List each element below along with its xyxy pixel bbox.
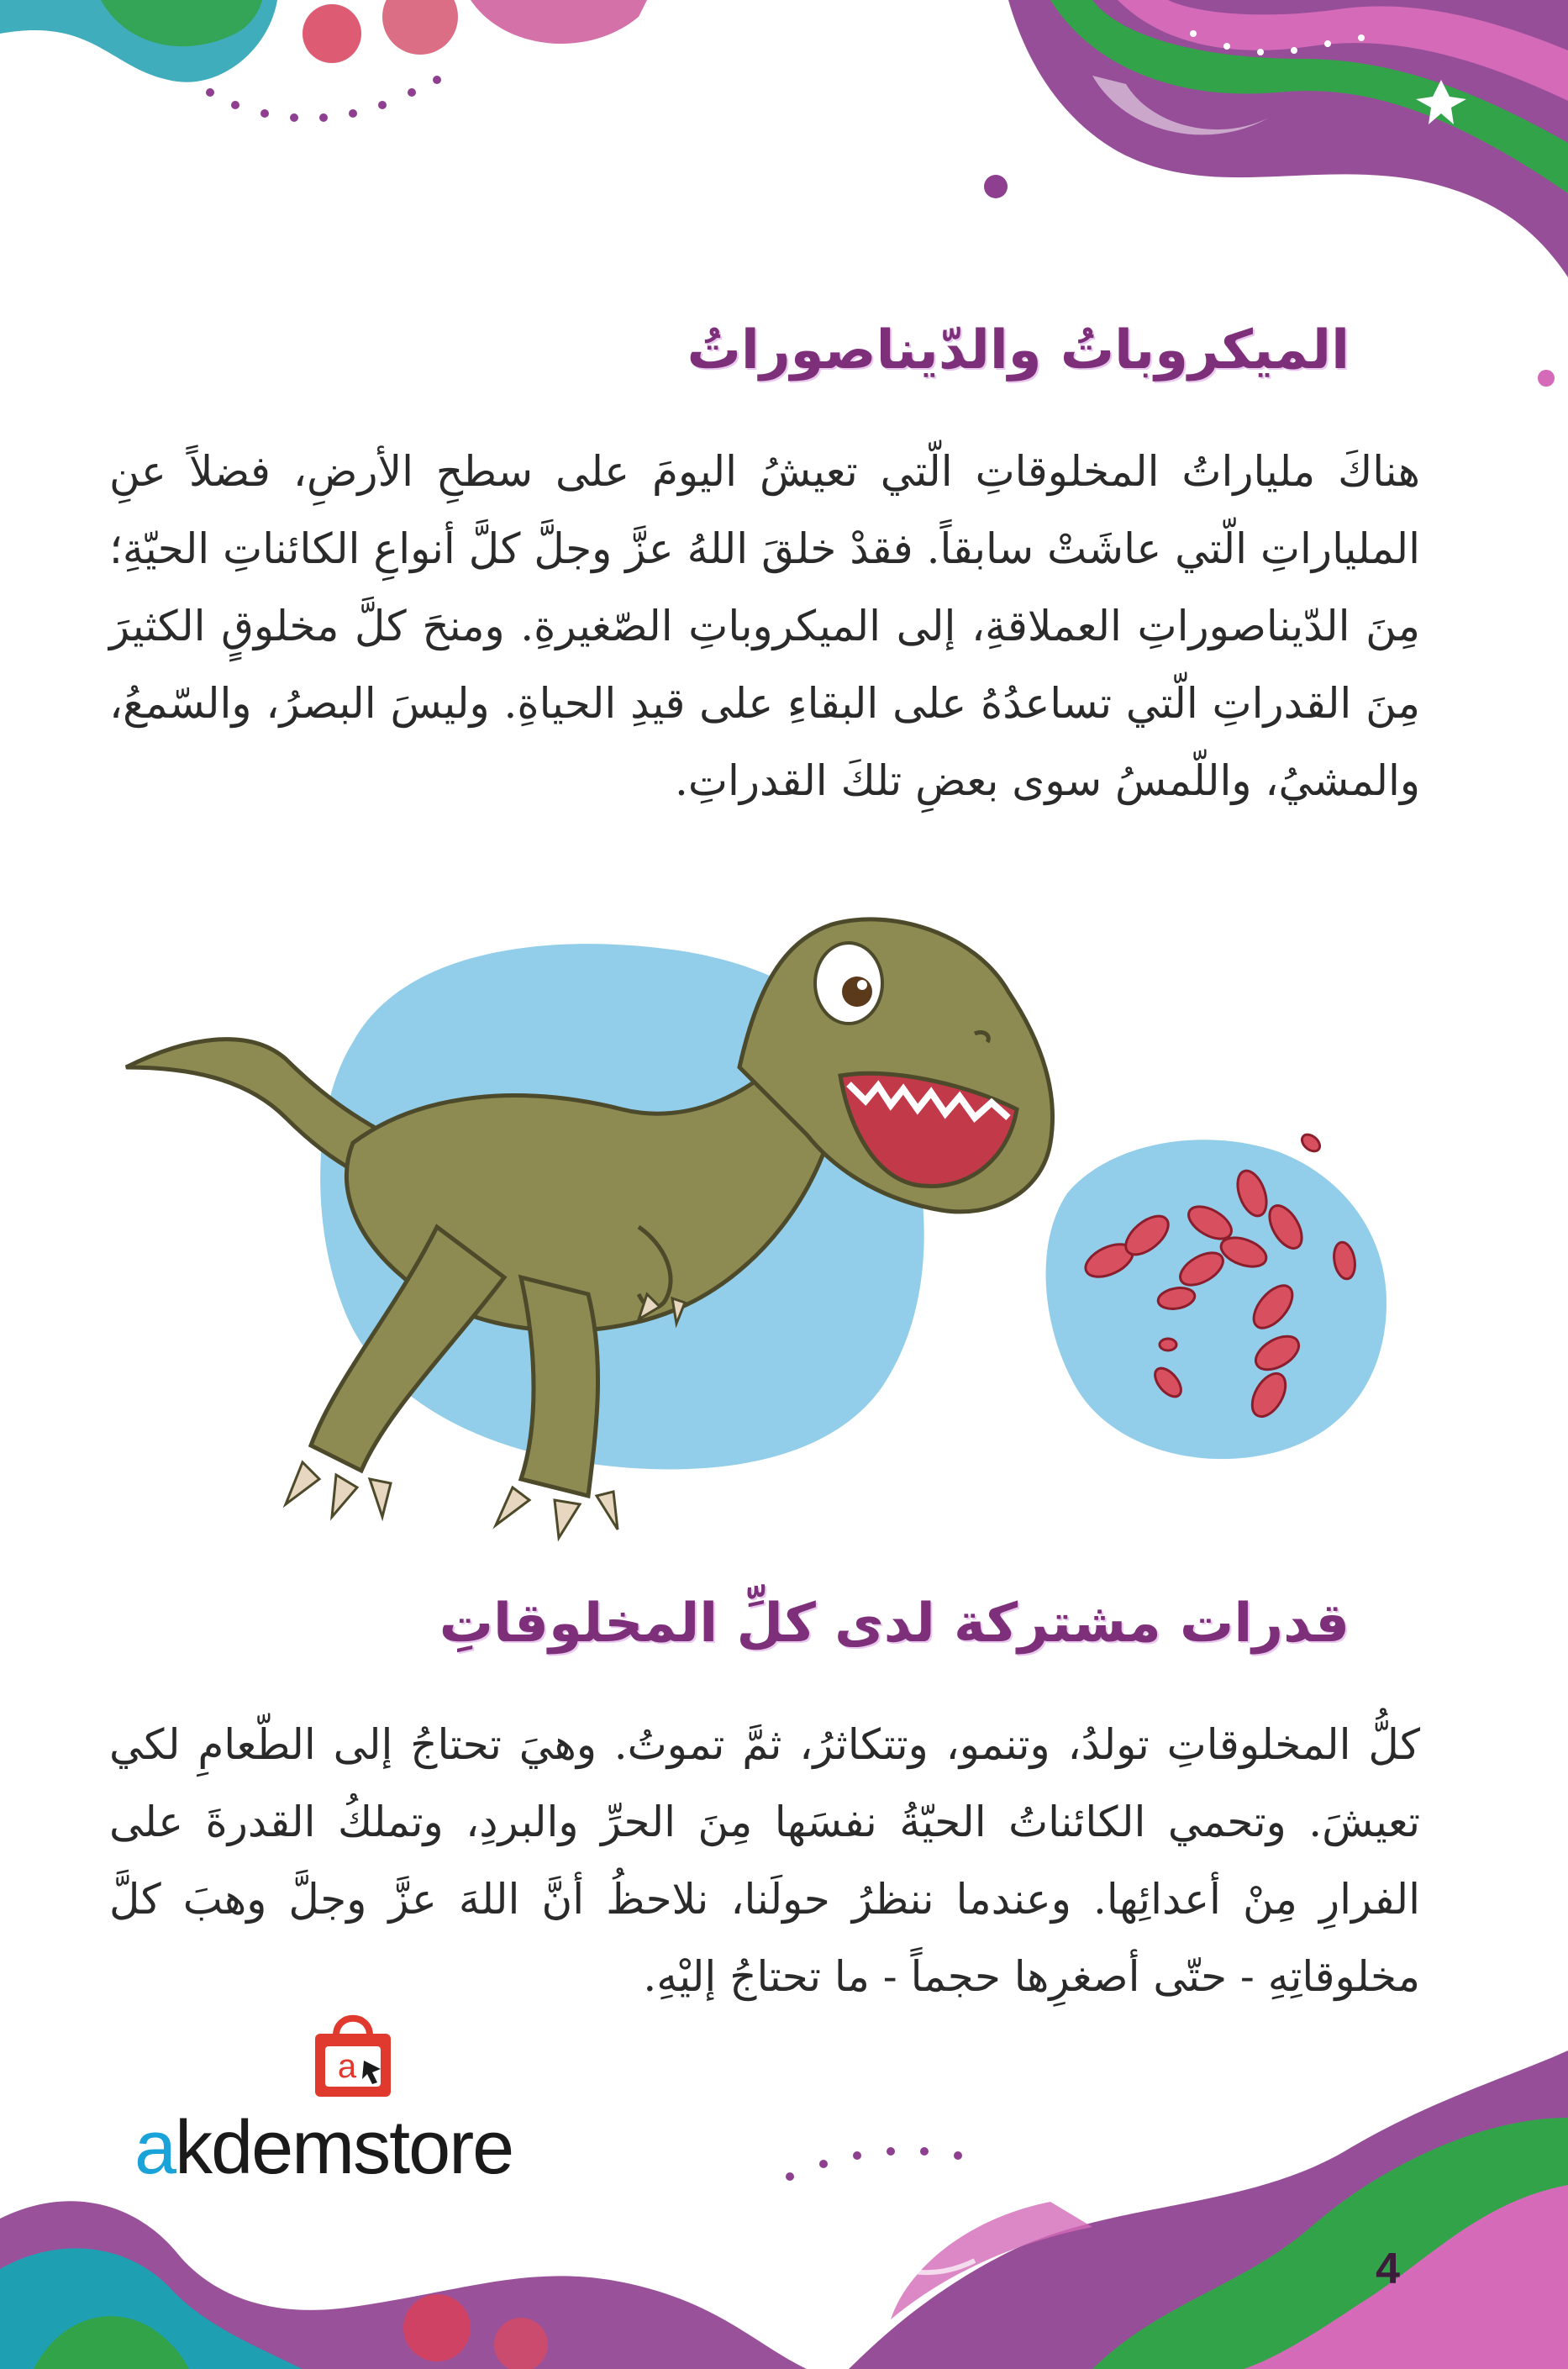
blue-blob-right	[1046, 1140, 1386, 1459]
logo-letters-rest: kdemstore	[175, 2106, 513, 2190]
logo-letter-a: a	[134, 2106, 176, 2190]
shopping-bag-icon	[307, 2008, 399, 2101]
section-heading-common-abilities: قدرات مشتركة لدى كلِّ المخلوقاتِ	[439, 1592, 1350, 1655]
section-paragraph-common-abilities: كلُّ المخلوقاتِ تولدُ، وتنمو، وتتكاثرُ، ثمَّ تموتُ. وهيَ تحتاجُ إلى الطّعامِ لكي تعيشَ. وتحمي الكائناتُ الحيّةُ نفسَها مِنَ الحرِّ والبردِ، وتملكُ القدرةَ على الفرارِ مِنْ أعدائِها. وعندما ننظرُ حولَنا، نلاحظُ أنَّ اللهَ عزَّ وجلَّ وهبَ كلَّ مخلوقاتِهِ - حتّى أصغرِها حجماً - ما تحتاجُ إليْهِ.	[109, 1720, 1420, 2001]
section-paragraph-microbes-dinosaurs: هناكَ ملياراتُ المخلوقاتِ الّتي تعيشُ اليومَ على سطحِ الأرضِ، فضلاً عنِ الملياراتِ الّتي عاشَتْ سابقاً. فقدْ خلقَ اللهُ عزَّ وجلَّ كلَّ أنواعِ الكائناتِ الحيّةِ؛ مِنَ الدّيناصوراتِ العملاقةِ، إلى الميكروباتِ الصّغيرةِ. ومنحَ كلَّ مخلوقٍ الكثيرَ مِنَ القدراتِ الّتي تساعدُهُ على البقاءِ على قيدِ الحياةِ. وليسَ البصرُ، والسّمعُ، والمشيُ، واللّمسُ سوى بعضِ تلكَ القدراتِ.	[109, 447, 1420, 805]
bag-letter: a	[337, 2048, 357, 2085]
logo-wordmark	[134, 2105, 513, 2192]
akdemstore-logo	[134, 2008, 605, 2190]
section-heading-microbes-dinosaurs: الميكروباتُ والدّيناصوراتُ	[687, 319, 1350, 382]
page-number: 4	[1376, 2245, 1400, 2293]
